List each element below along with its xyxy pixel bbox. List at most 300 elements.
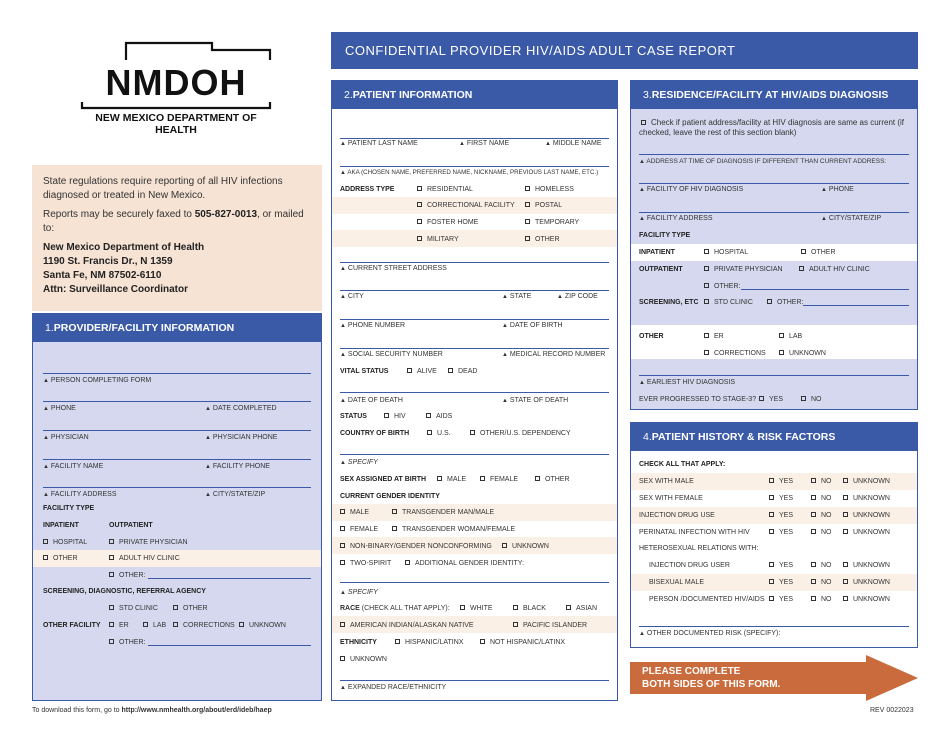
aka-field[interactable] (340, 149, 609, 167)
g-additional-text: ADDITIONAL GENDER IDENTITY: (415, 560, 525, 567)
race-text: RACE (340, 605, 360, 612)
phone-text: PHONE (50, 405, 76, 412)
risk-label: INJECTION DRUG USER (649, 562, 730, 569)
s3-other-specify-field[interactable] (741, 279, 909, 290)
risk-yes-text: YES (779, 596, 794, 603)
middle-name-label: ▲ MIDDLE NAME (545, 140, 602, 147)
checkbox[interactable] (340, 526, 345, 531)
risk-unknown-option[interactable] (843, 495, 917, 502)
checkbox[interactable] (843, 478, 848, 483)
address-line-3: Santa Fe, NM 87502-6110 (43, 270, 162, 281)
er-text: ER (119, 622, 129, 629)
checkbox[interactable] (843, 596, 848, 601)
specify2-text: SPECIFY (347, 589, 378, 596)
hisp-text: HISPANIC/LATINX (405, 639, 464, 646)
s3-phone-label: ▲ PHONE (821, 186, 854, 193)
risk-no-text: NO (821, 596, 832, 603)
aka-text: AKA (CHOSEN NAME, PREFERRED NAME, NICKNAME, PREVIOUS LAST NAME, ETC.) (347, 169, 599, 176)
checkbox[interactable] (801, 249, 806, 254)
section-3-number: 3. (643, 89, 652, 101)
section-1-header (33, 314, 321, 342)
facility-address-label: ▲ FACILITY ADDRESS (43, 491, 117, 498)
checkbox[interactable] (704, 266, 709, 271)
aids-option[interactable] (426, 413, 617, 420)
checkbox[interactable] (525, 186, 530, 191)
eth-unknown-text: UNKNOWN (350, 656, 387, 663)
other-us-option[interactable] (470, 430, 617, 437)
checkbox[interactable] (173, 605, 178, 610)
checkbox[interactable] (43, 539, 48, 544)
risk-yes-text: YES (779, 579, 794, 586)
facility-phone-text: FACILITY PHONE (212, 463, 270, 470)
adult-hiv-text: ADULT HIV CLINIC (119, 555, 180, 562)
checkbox[interactable] (480, 476, 485, 481)
checkbox[interactable] (759, 396, 764, 401)
checkbox[interactable] (769, 529, 774, 534)
zip-text: ZIP CODE (564, 293, 598, 300)
same-address-option[interactable] (639, 118, 909, 138)
stage3-no-text: NO (811, 396, 822, 403)
unknown-text: UNKNOWN (249, 622, 286, 629)
facility-type-label: FACILITY TYPE (43, 505, 95, 512)
s3-other-option[interactable] (801, 249, 917, 256)
city-text: CITY/STATE/ZIP (212, 491, 266, 498)
patient-name-field[interactable] (340, 119, 609, 139)
sab-female-text: FEMALE (490, 476, 519, 483)
facility-diagnosis-text: FACILITY OF HIV DIAGNOSIS (646, 186, 744, 193)
diagnosis-address-field[interactable] (639, 143, 909, 155)
checkbox[interactable] (843, 579, 848, 584)
black-text: BLACK (523, 605, 546, 612)
phone-text: PHONE NUMBER (347, 322, 406, 329)
checkbox[interactable] (811, 596, 816, 601)
intro-box (32, 165, 322, 311)
risk-unknown-option[interactable] (843, 596, 917, 603)
checkbox[interactable] (427, 430, 432, 435)
address-line-2: 1190 St. Francis Dr., N 1359 (43, 256, 173, 267)
g-female-text: FEMALE (350, 526, 379, 533)
phone-field[interactable] (43, 386, 311, 402)
checkbox[interactable] (340, 509, 345, 514)
risk-unknown-text: UNKNOWN (853, 495, 890, 502)
s3-other-specify-text: OTHER: (714, 283, 741, 290)
revision-number: REV 0022023 (870, 707, 914, 714)
complete-both-sides-banner (630, 655, 918, 701)
race-note: (CHECK ALL THAT APPLY): (359, 605, 450, 612)
cob-label: COUNTRY OF BIRTH (340, 430, 410, 437)
ssn-text: SOCIAL SECURITY NUMBER (347, 351, 443, 358)
g-tmm-option[interactable] (392, 509, 617, 516)
state-text: STATE (509, 293, 532, 300)
facility-diagnosis-label: ▲ FACILITY OF HIV DIAGNOSIS (639, 186, 744, 193)
section-1-number: 1. (45, 322, 54, 334)
addr-other-text: OTHER (535, 236, 560, 243)
g-unknown-option[interactable] (502, 543, 617, 550)
checkbox[interactable] (704, 333, 709, 338)
s3-adult-option[interactable] (799, 266, 917, 273)
download-prefix: To download this form, go to (32, 707, 122, 714)
person-completing-text: PERSON COMPLETING FORM (50, 377, 152, 384)
city-field[interactable] (340, 275, 609, 291)
risk-no-text: NO (821, 495, 832, 502)
checkbox[interactable] (407, 368, 412, 373)
risk-no-text: NO (821, 562, 832, 569)
checkbox[interactable] (769, 478, 774, 483)
g-additional-option[interactable] (405, 560, 617, 567)
risk-unknown-option[interactable] (843, 562, 917, 569)
risk-unknown-text: UNKNOWN (853, 562, 890, 569)
s3-other-text: OTHER (811, 249, 836, 256)
stage3-label: EVER PROGRESSED TO STAGE-3? (639, 396, 757, 403)
sab-other-option[interactable] (535, 476, 617, 483)
risk-unknown-text: UNKNOWN (853, 529, 890, 536)
checkbox[interactable] (767, 299, 772, 304)
other-risk-text: OTHER DOCUMENTED RISK (SPECIFY): (646, 630, 781, 637)
dead-text: DEAD (458, 368, 478, 375)
g-twf-text: TRANSGENDER WOMAN/FEMALE (402, 526, 516, 533)
s3-adult-text: ADULT HIV CLINIC (809, 266, 870, 273)
mrn-label: ▲ MEDICAL RECORD NUMBER (502, 351, 606, 358)
addr-other-option[interactable] (525, 236, 617, 243)
checkbox[interactable] (417, 236, 422, 241)
ssn-label: ▲ SOCIAL SECURITY NUMBER (340, 351, 443, 358)
asian-option[interactable] (566, 605, 617, 612)
check-all-label: CHECK ALL THAT APPLY: (639, 461, 726, 468)
other-facility-label: OTHER FACILITY (43, 622, 101, 629)
risk-label: PERINATAL INFECTION WITH HIV (639, 529, 750, 536)
facility-name-text: FACILITY NAME (50, 463, 104, 470)
dead-option[interactable] (448, 368, 617, 375)
aids-text: AIDS (436, 413, 453, 420)
postal-option[interactable] (525, 202, 617, 209)
cta-line-2: BOTH SIDES OF THIS FORM. (642, 679, 781, 690)
mail-text: , or mailed to: (43, 209, 304, 234)
download-link[interactable]: http://www.nmhealth.org/about/erd/ideb/haep (121, 707, 272, 714)
checkbox[interactable] (392, 526, 397, 531)
sod-label: ▲ STATE OF DEATH (502, 397, 569, 404)
checkbox[interactable] (779, 333, 784, 338)
homeless-option[interactable] (525, 186, 617, 193)
adult-hiv-option[interactable] (109, 555, 321, 562)
facility-address-text: FACILITY ADDRESS (50, 491, 117, 498)
checkbox[interactable] (395, 639, 400, 644)
dob-label: ▲ DATE OF BIRTH (502, 322, 563, 329)
risk-no-text: NO (821, 579, 832, 586)
checkbox[interactable] (843, 529, 848, 534)
section-3-header (631, 81, 917, 109)
s3-screening-other-field[interactable] (803, 295, 909, 306)
g-twf-option[interactable] (392, 526, 617, 533)
checkbox[interactable] (769, 596, 774, 601)
checkbox[interactable] (811, 529, 816, 534)
checkbox[interactable] (405, 560, 410, 565)
section-2-number: 2. (344, 89, 353, 101)
corrections-text: CORRECTIONS (183, 622, 235, 629)
private-physician-text: PRIVATE PHYSICIAN (119, 539, 188, 546)
g-twospirit-text: TWO-SPIRIT (350, 560, 392, 567)
risk-label: BISEXUAL MALE (649, 579, 704, 586)
facility-name-field[interactable] (43, 444, 311, 460)
risk-unknown-option[interactable] (843, 579, 917, 586)
eth-unknown-option[interactable] (340, 656, 617, 663)
risk-unknown-text: UNKNOWN (853, 512, 890, 519)
checkbox[interactable] (480, 639, 485, 644)
s3-unknown-option[interactable] (779, 350, 917, 357)
phone-label: ▲ PHONE (43, 405, 76, 412)
checkbox[interactable] (109, 539, 114, 544)
checkbox[interactable] (109, 605, 114, 610)
risk-yes-text: YES (779, 529, 794, 536)
checkbox[interactable] (704, 283, 709, 288)
checkbox[interactable] (109, 572, 114, 577)
checkbox[interactable] (843, 495, 848, 500)
checkbox[interactable] (525, 219, 530, 224)
last-name-label: ▲ PATIENT LAST NAME (340, 140, 418, 147)
earliest-diagnosis-text: EARLIEST HIV DIAGNOSIS (646, 379, 736, 386)
unknown-option[interactable] (239, 622, 321, 629)
diagnosis-address-label: ▲ ADDRESS AT TIME OF DIAGNOSIS IF DIFFERENT THAN CURRENT ADDRESS: (639, 158, 887, 165)
section-2-header (332, 81, 617, 109)
section-1-provider (32, 313, 322, 701)
checkbox[interactable] (384, 413, 389, 418)
street-text: CURRENT STREET ADDRESS (347, 265, 447, 272)
risk-no-text: NO (821, 512, 832, 519)
s3-corrections-text: CORRECTIONS (714, 350, 766, 357)
risk-label: INJECTION DRUG USE (639, 512, 715, 519)
s3-er-text: ER (714, 333, 724, 340)
checkbox[interactable] (811, 478, 816, 483)
other-risk-label: ▲ OTHER DOCUMENTED RISK (SPECIFY): (639, 630, 781, 637)
temporary-text: TEMPORARY (535, 219, 580, 226)
risk-unknown-text: UNKNOWN (853, 478, 890, 485)
first-name-text: FIRST NAME (466, 140, 510, 147)
last-name-text: PATIENT LAST NAME (347, 140, 418, 147)
expanded-race-text: EXPANDED RACE/ETHNICITY (347, 684, 447, 691)
risk-yes-text: YES (779, 562, 794, 569)
address-line-4: Attn: Surveillance Coordinator (43, 284, 189, 295)
sod-text: STATE OF DEATH (509, 397, 569, 404)
intro-fax (43, 208, 311, 236)
risk-unknown-option[interactable] (843, 529, 917, 536)
checkbox[interactable] (513, 605, 518, 610)
checkbox[interactable] (437, 476, 442, 481)
risk-unknown-text: UNKNOWN (853, 579, 890, 586)
ssn-field[interactable] (340, 333, 609, 349)
checkbox[interactable] (109, 555, 114, 560)
checkbox[interactable] (417, 219, 422, 224)
dod-label: ▲ DATE OF DEATH (340, 397, 403, 404)
death-field[interactable] (340, 377, 609, 393)
checkbox[interactable] (535, 476, 540, 481)
checkbox[interactable] (417, 202, 422, 207)
facility-diagnosis-field[interactable] (639, 169, 909, 184)
checkbox[interactable] (843, 512, 848, 517)
sab-male-text: MALE (447, 476, 467, 483)
other-specify-field[interactable] (148, 568, 311, 579)
checkbox[interactable] (470, 430, 475, 435)
earliest-diagnosis-field[interactable] (639, 361, 909, 376)
section-4-header (631, 423, 917, 451)
page-title: CONFIDENTIAL PROVIDER HIV/AIDS ADULT CASE REPORT (331, 32, 918, 69)
g-unknown-text: UNKNOWN (512, 543, 549, 550)
alive-text: ALIVE (417, 368, 437, 375)
download-note (32, 707, 272, 714)
other-us-text: OTHER/U.S. DEPENDENCY (480, 430, 571, 437)
other-text: OTHER (53, 555, 78, 562)
sab-label: SEX ASSIGNED AT BIRTH (340, 476, 427, 483)
us-text: U.S. (437, 430, 451, 437)
address-line-1: New Mexico Department of Health (43, 242, 205, 253)
nmdoh-logo (80, 40, 272, 136)
earliest-diagnosis-label: ▲ EARLIEST HIV DIAGNOSIS (639, 379, 736, 386)
checkbox[interactable] (843, 562, 848, 567)
other-risk-field[interactable] (639, 611, 909, 627)
checkbox[interactable] (779, 350, 784, 355)
checkbox[interactable] (704, 350, 709, 355)
checkbox[interactable] (811, 512, 816, 517)
checkbox[interactable] (525, 202, 530, 207)
checkbox[interactable] (43, 555, 48, 560)
section-2-title: PATIENT INFORMATION (352, 89, 473, 101)
s3-outpatient-label: OUTPATIENT (639, 266, 683, 273)
facility-name-label: ▲ FACILITY NAME (43, 463, 104, 470)
person-completing-field[interactable] (43, 358, 311, 374)
checkbox[interactable] (769, 512, 774, 517)
stage3-yes-text: YES (769, 396, 784, 403)
checkbox[interactable] (340, 560, 345, 565)
checkbox[interactable] (448, 368, 453, 373)
white-text: WHITE (470, 605, 493, 612)
checkbox[interactable] (641, 120, 646, 125)
checkbox[interactable] (769, 562, 774, 567)
checkbox[interactable] (460, 605, 465, 610)
checkbox[interactable] (173, 622, 178, 627)
zip-label: ▲ ZIP CODE (557, 293, 598, 300)
risk-label: SEX WITH MALE (639, 478, 694, 485)
risk-label: SEX WITH FEMALE (639, 495, 703, 502)
g-nb-text: NON-BINARY/GENDER NONCONFORMING (350, 543, 492, 550)
checkbox[interactable] (704, 249, 709, 254)
checkbox[interactable] (704, 299, 709, 304)
s3-inpatient-label: INPATIENT (639, 249, 675, 256)
address-type-label: ADDRESS TYPE (340, 186, 395, 193)
facility-address-field[interactable] (43, 472, 311, 488)
risk-no-text: NO (821, 529, 832, 536)
s3-lab-option[interactable] (779, 333, 917, 340)
street-field[interactable] (340, 247, 609, 263)
risk-unknown-option[interactable] (843, 512, 917, 519)
physician-phone-label: ▲ PHYSICIAN PHONE (205, 434, 278, 441)
diagnosis-address-text: ADDRESS AT TIME OF DIAGNOSIS IF DIFFERENT THAN CURRENT ADDRESS: (646, 158, 887, 165)
checkbox[interactable] (143, 622, 148, 627)
expanded-race-field[interactable] (340, 665, 609, 681)
vital-status-label: VITAL STATUS (340, 368, 389, 375)
checkbox[interactable] (239, 622, 244, 627)
checkbox[interactable] (801, 396, 806, 401)
risk-unknown-text: UNKNOWN (853, 596, 890, 603)
checkbox[interactable] (340, 543, 345, 548)
checkbox[interactable] (340, 622, 345, 627)
person-completing-label: ▲ PERSON COMPLETING FORM (43, 377, 152, 384)
intro-regulations: State regulations require reporting of all HIV infections diagnosed or treated in New Mexico. (43, 176, 283, 201)
s3-facility-type-label: FACILITY TYPE (639, 232, 691, 239)
status-label: STATUS (340, 413, 367, 420)
cob-specify-field[interactable] (340, 439, 609, 455)
risk-unknown-option[interactable] (843, 478, 917, 485)
nothisp-option[interactable] (480, 639, 617, 646)
pi-option[interactable] (513, 622, 617, 629)
fax-text: Reports may be securely faxed to (43, 209, 195, 220)
inpatient-label: INPATIENT (43, 522, 79, 529)
phone-field[interactable] (340, 304, 609, 320)
postal-text: POSTAL (535, 202, 563, 209)
dob-text: DATE OF BIRTH (509, 322, 563, 329)
section-3-title: RESIDENCE/FACILITY AT HIV/AIDS DIAGNOSIS (651, 89, 889, 101)
checkbox[interactable] (392, 509, 397, 514)
aian-text: AMERICAN INDIAN/ALASKAN NATIVE (350, 622, 474, 629)
sab-other-text: OTHER (545, 476, 570, 483)
checkbox[interactable] (109, 639, 114, 644)
gender-specify-field[interactable] (340, 569, 609, 583)
same-address-text: Check if patient address/facility at HIV diagnosis are same as current (if checked, leave the rest of this section blank) (639, 118, 904, 137)
checkbox[interactable] (769, 579, 774, 584)
g-tmm-text: TRANSGENDER MAN/MALE (402, 509, 495, 516)
section-4-title: PATIENT HISTORY & RISK FACTORS (651, 431, 836, 443)
date-completed-label: ▲ DATE COMPLETED (205, 405, 277, 412)
checkbox[interactable] (811, 495, 816, 500)
screening-other-option[interactable] (173, 605, 321, 612)
expanded-race-label: ▲ EXPANDED RACE/ETHNICITY (340, 684, 447, 691)
s3-facility-address-field[interactable] (639, 198, 909, 213)
nothisp-text: NOT HISPANIC/LATINX (490, 639, 566, 646)
checkbox[interactable] (502, 543, 507, 548)
s3-screening-label: SCREENING, ETC (639, 299, 699, 306)
s3-city-label: ▲ CITY/STATE/ZIP (821, 215, 882, 222)
homeless-text: HOMELESS (535, 186, 574, 193)
checkbox[interactable] (799, 266, 804, 271)
city-label: ▲ CITY (340, 293, 364, 300)
private-physician-option[interactable] (109, 539, 321, 546)
physician-text: PHYSICIAN (50, 434, 89, 441)
city-text: CITY (347, 293, 364, 300)
checkbox[interactable] (566, 605, 571, 610)
checkbox[interactable] (417, 186, 422, 191)
checkbox[interactable] (525, 236, 530, 241)
first-name-label: ▲ FIRST NAME (459, 140, 510, 147)
physician-phone-text: PHYSICIAN PHONE (212, 434, 278, 441)
military-text: MILITARY (427, 236, 459, 243)
screening-other-text: OTHER (183, 605, 208, 612)
physician-field[interactable] (43, 415, 311, 431)
checkbox[interactable] (109, 622, 114, 627)
residential-text: RESIDENTIAL (427, 186, 473, 193)
checkbox[interactable] (811, 579, 816, 584)
risk-no-text: NO (821, 478, 832, 485)
other-facility-specify-field[interactable] (148, 635, 311, 646)
temporary-option[interactable] (525, 219, 617, 226)
checkbox[interactable] (340, 656, 345, 661)
hiv-text: HIV (394, 413, 406, 420)
section-3-residence (630, 80, 918, 410)
s3-hospital-text: HOSPITAL (714, 249, 749, 256)
checkbox[interactable] (513, 622, 518, 627)
stage3-no-option[interactable] (801, 396, 917, 403)
checkbox[interactable] (811, 562, 816, 567)
checkbox[interactable] (426, 413, 431, 418)
s3-std-text: STD CLINIC (714, 299, 753, 306)
lab-text: LAB (153, 622, 167, 629)
checkbox[interactable] (769, 495, 774, 500)
